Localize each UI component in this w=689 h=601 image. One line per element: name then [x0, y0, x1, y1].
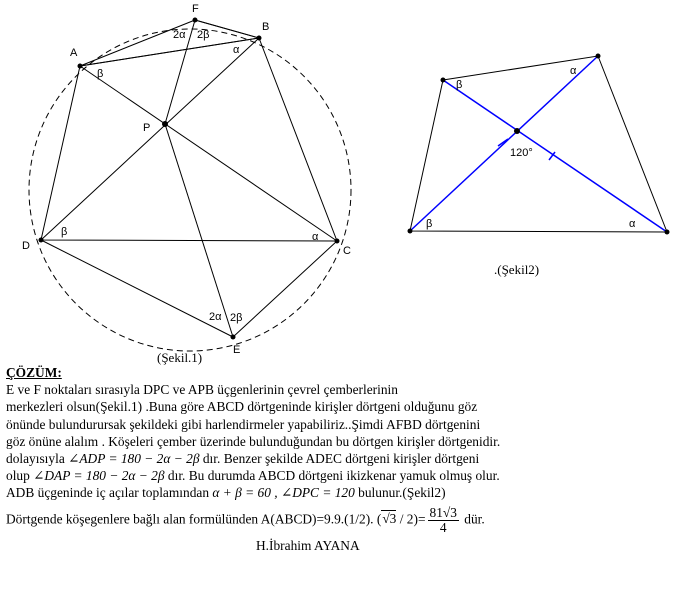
label-b: B: [262, 21, 270, 33]
label-e: E: [233, 344, 241, 356]
line6-post: dır. Bu durumda ABCD dörtgeni ikizkenar yamuk olmuş olur.: [164, 468, 500, 484]
line8-mid: / 2)=: [396, 511, 426, 527]
area-fraction: [428, 506, 459, 535]
line5-math: ∠ADP = 180 − 2α − 2β: [68, 451, 200, 467]
line8-sqrt: √3: [382, 511, 397, 527]
solution-line-2: merkezleri olsun(Şekil.1) .Buna göre ABCD dörtgeninde kirişler dörtgeni olduğunu göz: [6, 399, 478, 415]
solution-line-7: [6, 484, 686, 501]
angle-a-beta: β: [97, 68, 104, 80]
line7-pre: ADB üçgeninde iç açılar toplamından: [6, 485, 213, 501]
solution-line-3: önünde bulundurursak şekildeki gibi harlendirmeler yapabiliriz..Şimdi AFBD dörtgenini: [6, 416, 481, 432]
angle-tl-beta: β: [456, 79, 463, 91]
angle-e-2alpha: 2α: [209, 311, 222, 323]
angle-f-2beta: 2β: [197, 29, 210, 41]
line7-math: α + β = 60 , ∠DPC = 120: [212, 485, 355, 501]
line5-pre: dolayısıyla: [6, 451, 65, 467]
solution-line-6: [6, 467, 686, 484]
label-a: A: [70, 47, 78, 59]
angle-f-2alpha: 2α: [173, 29, 186, 41]
line6-math: ∠DAP = 180 − 2α − 2β: [33, 468, 165, 484]
solution-line-8: [6, 506, 686, 535]
angle-c-alpha: α: [312, 231, 319, 243]
caption-fig2: .(Şekil2): [494, 262, 540, 277]
angle-bl-beta: β: [426, 218, 433, 230]
solution-text: [6, 364, 686, 554]
solution-line-1: E ve F noktaları sırasıyla DPC ve APB üçgenlerinin çevrel çemberlerinin: [6, 382, 398, 398]
fraction-numerator: 81√3: [429, 504, 457, 520]
fraction-denominator: 4: [439, 519, 447, 535]
line5-post: dır. Benzer şekilde ADEC dörtgeni kirişler dörtgeni: [199, 451, 480, 467]
label-f: F: [192, 3, 199, 15]
angle-e-2beta: 2β: [230, 312, 243, 324]
diagonals: [410, 56, 667, 232]
author: H.İbrahim AYANA: [256, 537, 360, 553]
line8-post: dür.: [460, 511, 485, 527]
line6-pre: olup: [6, 468, 30, 484]
angle-center-120: 120°: [510, 147, 533, 159]
label-p: P: [143, 122, 151, 134]
solution-heading: ÇÖZÜM:: [6, 365, 62, 380]
solution-line-5: [6, 450, 686, 467]
label-d: D: [22, 240, 30, 252]
angle-br-alpha: α: [629, 218, 636, 230]
angle-d-beta: β: [61, 226, 68, 238]
line7-post: bulunur.(Şekil2): [354, 485, 446, 501]
angle-b-alpha: α: [233, 44, 240, 56]
label-c: C: [343, 245, 351, 257]
line8-pre: Dörtgende köşegenlere bağlı alan formülünden A(ABCD)=9.9.(1/2). (: [6, 511, 382, 527]
angle-tr-alpha: α: [570, 65, 577, 77]
solution-line-4: göz önüne alalım . Köşeleri çember üzerinde bulunduğundan bu dörtgen kirişler dörtgenidir.: [6, 433, 501, 449]
caption-fig1: (Şekil.1): [157, 350, 203, 365]
